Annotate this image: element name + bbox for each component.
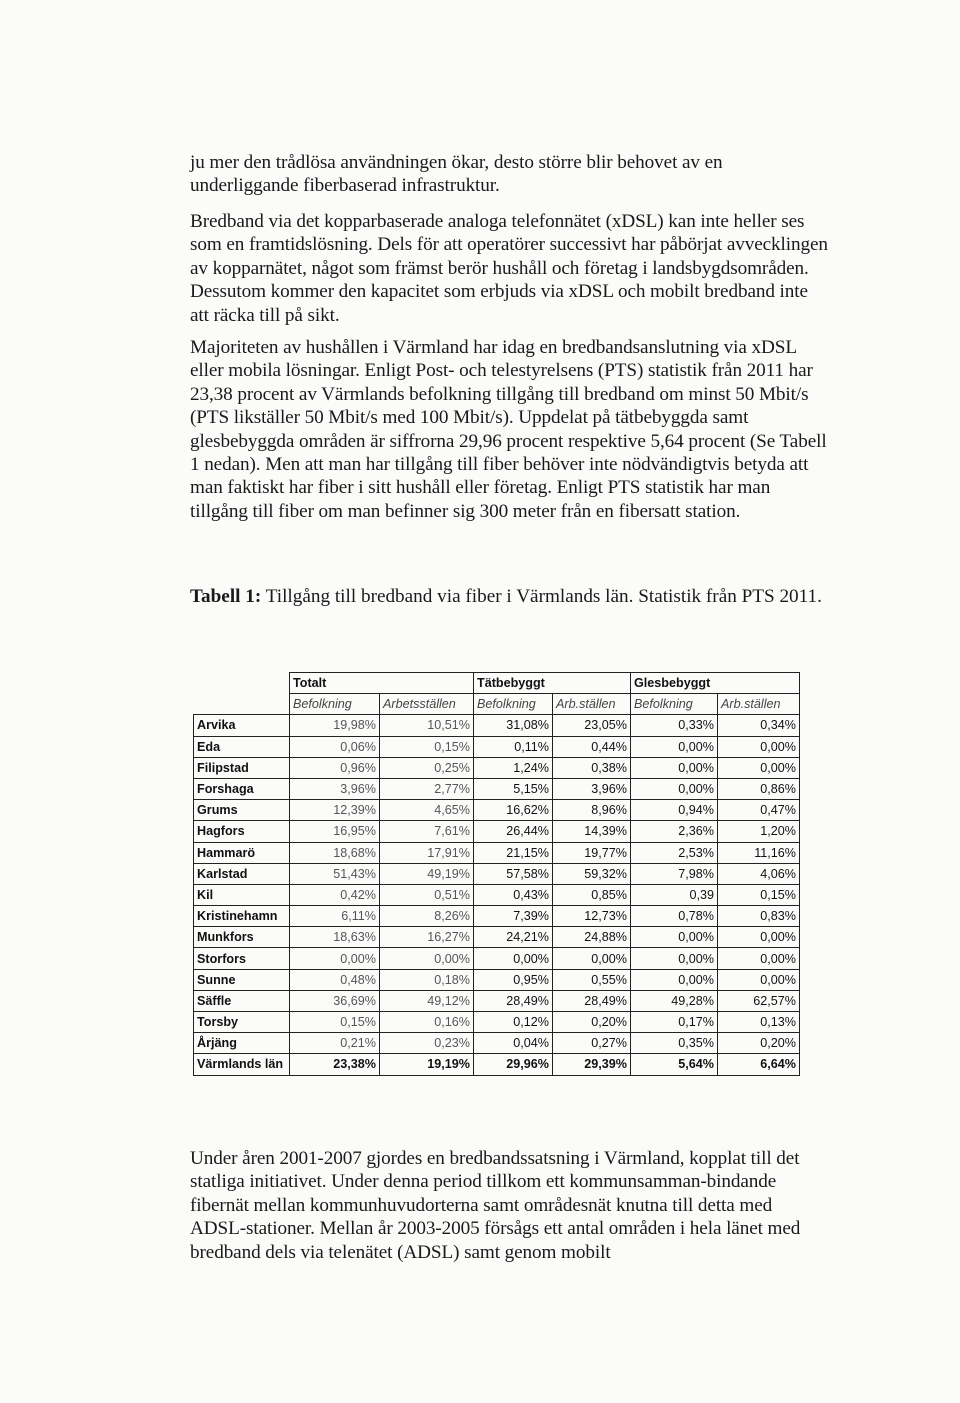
- value-cell: 31,08%: [474, 715, 553, 736]
- subheader-cell: Befolkning: [290, 694, 380, 715]
- table-row: [194, 757, 800, 778]
- municipality-cell: Hagfors: [194, 821, 290, 842]
- value-cell: 0,00%: [718, 969, 800, 990]
- value-cell: 6,11%: [290, 906, 380, 927]
- municipality-cell: Värmlands län: [194, 1054, 290, 1075]
- value-cell: 0,39: [631, 884, 718, 905]
- subheader-cell: Arb.ställen: [553, 694, 631, 715]
- municipality-cell: Filipstad: [194, 757, 290, 778]
- paragraph-fiber-need: ju mer den trådlösa användningen ökar, desto större blir behovet av en underliggande fiberbaserad infrastruktur.: [190, 152, 723, 197]
- value-cell: 0,00%: [631, 969, 718, 990]
- value-cell: 0,20%: [718, 1033, 800, 1054]
- value-cell: 0,00%: [718, 948, 800, 969]
- value-cell: 0,34%: [718, 715, 800, 736]
- value-cell: 2,53%: [631, 842, 718, 863]
- value-cell: 0,55%: [553, 969, 631, 990]
- value-cell: 0,00%: [474, 948, 553, 969]
- value-cell: 7,61%: [380, 821, 474, 842]
- value-cell: 0,47%: [718, 800, 800, 821]
- value-cell: 0,15%: [290, 1012, 380, 1033]
- value-cell: 0,00%: [718, 736, 800, 757]
- table-row: [194, 715, 800, 736]
- value-cell: 16,95%: [290, 821, 380, 842]
- value-cell: 29,39%: [553, 1054, 631, 1075]
- value-cell: 18,68%: [290, 842, 380, 863]
- table-caption: [190, 585, 890, 609]
- value-cell: 0,00%: [631, 948, 718, 969]
- municipality-cell: Säffle: [194, 990, 290, 1011]
- municipality-cell: Sunne: [194, 969, 290, 990]
- municipality-cell: Storfors: [194, 948, 290, 969]
- value-cell: 1,20%: [718, 821, 800, 842]
- municipality-cell: Grums: [194, 800, 290, 821]
- value-cell: 0,20%: [553, 1012, 631, 1033]
- value-cell: 0,11%: [474, 736, 553, 757]
- table-row: [194, 842, 800, 863]
- value-cell: 0,95%: [474, 969, 553, 990]
- subheader-cell: Arbetsställen: [380, 694, 474, 715]
- value-cell: 16,62%: [474, 800, 553, 821]
- value-cell: 0,44%: [553, 736, 631, 757]
- value-cell: 51,43%: [290, 863, 380, 884]
- value-cell: 0,78%: [631, 906, 718, 927]
- value-cell: 23,38%: [290, 1054, 380, 1075]
- value-cell: 10,51%: [380, 715, 474, 736]
- value-cell: 4,65%: [380, 800, 474, 821]
- table-row: [194, 1054, 800, 1075]
- value-cell: 1,24%: [474, 757, 553, 778]
- value-cell: 0,43%: [474, 884, 553, 905]
- value-cell: 6,64%: [718, 1054, 800, 1075]
- value-cell: 0,85%: [553, 884, 631, 905]
- group-header-glesbebyggt: Glesbebyggt: [631, 673, 800, 694]
- value-cell: 0,06%: [290, 736, 380, 757]
- value-cell: 49,28%: [631, 990, 718, 1011]
- value-cell: 17,91%: [380, 842, 474, 863]
- value-cell: 0,00%: [380, 948, 474, 969]
- table-row: [194, 821, 800, 842]
- value-cell: 49,19%: [380, 863, 474, 884]
- group-header-totalt: Totalt: [290, 673, 474, 694]
- value-cell: 0,00%: [631, 927, 718, 948]
- value-cell: 16,27%: [380, 927, 474, 948]
- municipality-cell: Karlstad: [194, 863, 290, 884]
- value-cell: 23,05%: [553, 715, 631, 736]
- table-row: [194, 800, 800, 821]
- value-cell: 59,32%: [553, 863, 631, 884]
- value-cell: 0,42%: [290, 884, 380, 905]
- value-cell: 8,96%: [553, 800, 631, 821]
- municipality-cell: Årjäng: [194, 1033, 290, 1054]
- value-cell: 0,48%: [290, 969, 380, 990]
- value-cell: 7,98%: [631, 863, 718, 884]
- value-cell: 0,15%: [718, 884, 800, 905]
- table-caption-text: Tillgång till bredband via fiber i Värmlands län. Statistik från PTS 2011.: [261, 586, 822, 607]
- paragraph-majority: Majoriteten av hushållen i Värmland har idag en bredbandsanslutning via xDSL eller mobila lösningar. Enligt Post- och telestyrelsens (PTS) statistik från 2011 har 23,38 procent av Värmlands befolkning tillgång till bredband om minst 50 Mbit/s (PTS likställer 50 Mbit/s med 100 Mbit/s). Uppdelat på tätbebyggda samt glesbebyggda områden är siffrorna 29,96 procent respektive 5,64 procent (Se Tabell 1 nedan). Men att man har tillgång till fiber behöver inte nödvändigtvis betyda att man faktiskt har fiber i sitt hushåll eller företag. Enligt PTS statistik har man tillgång till fiber om man befinner sig 300 meter från en fibersatt station.: [190, 337, 827, 522]
- municipality-cell: Kil: [194, 884, 290, 905]
- value-cell: 49,12%: [380, 990, 474, 1011]
- value-cell: 36,69%: [290, 990, 380, 1011]
- table-group-header-row: [194, 673, 800, 694]
- table-caption-label: Tabell 1:: [190, 586, 262, 607]
- value-cell: 0,96%: [290, 757, 380, 778]
- value-cell: 2,77%: [380, 778, 474, 799]
- value-cell: 24,88%: [553, 927, 631, 948]
- value-cell: 18,63%: [290, 927, 380, 948]
- paragraph-broadband-history: Under åren 2001-2007 gjordes en bredbandssatsning i Värmland, kopplat till det statliga initiativet. Under denna period tillkom ett kommunsamman-bindande fibernät mellan kommunhuvudorterna samt områdesnät knutna till detta med ADSL-stationer. Mellan år 2003-2005 försågs ett antal områden i hela länet med bredband dels via telenätet (ADSL) samt genom mobilt: [190, 1148, 801, 1263]
- value-cell: 0,16%: [380, 1012, 474, 1033]
- value-cell: 11,16%: [718, 842, 800, 863]
- value-cell: 0,27%: [553, 1033, 631, 1054]
- value-cell: 57,58%: [474, 863, 553, 884]
- value-cell: 0,04%: [474, 1033, 553, 1054]
- value-cell: 3,96%: [290, 778, 380, 799]
- value-cell: 28,49%: [474, 990, 553, 1011]
- value-cell: 0,51%: [380, 884, 474, 905]
- value-cell: 0,12%: [474, 1012, 553, 1033]
- table-row: [194, 1012, 800, 1033]
- value-cell: 29,96%: [474, 1054, 553, 1075]
- subheader-cell: Arb.ställen: [718, 694, 800, 715]
- value-cell: 26,44%: [474, 821, 553, 842]
- table-row: [194, 906, 800, 927]
- value-cell: 0,25%: [380, 757, 474, 778]
- table-row: [194, 884, 800, 905]
- value-cell: 28,49%: [553, 990, 631, 1011]
- value-cell: 3,96%: [553, 778, 631, 799]
- table-subheader-row: [194, 694, 800, 715]
- value-cell: 0,17%: [631, 1012, 718, 1033]
- subheader-cell: Befolkning: [474, 694, 553, 715]
- value-cell: 19,77%: [553, 842, 631, 863]
- table-row: [194, 927, 800, 948]
- value-cell: 2,36%: [631, 821, 718, 842]
- table-row: [194, 778, 800, 799]
- municipality-cell: Kristinehamn: [194, 906, 290, 927]
- table-row: [194, 863, 800, 884]
- value-cell: 62,57%: [718, 990, 800, 1011]
- value-cell: 0,86%: [718, 778, 800, 799]
- municipality-cell: Munkfors: [194, 927, 290, 948]
- value-cell: 24,21%: [474, 927, 553, 948]
- table-row: [194, 948, 800, 969]
- municipality-cell: Eda: [194, 736, 290, 757]
- value-cell: 0,33%: [631, 715, 718, 736]
- municipality-cell: Forshaga: [194, 778, 290, 799]
- municipality-cell: Arvika: [194, 715, 290, 736]
- value-cell: 21,15%: [474, 842, 553, 863]
- value-cell: 5,64%: [631, 1054, 718, 1075]
- value-cell: 0,38%: [553, 757, 631, 778]
- value-cell: 0,00%: [631, 778, 718, 799]
- value-cell: 0,21%: [290, 1033, 380, 1054]
- fiber-access-table: [193, 672, 800, 1076]
- value-cell: 4,06%: [718, 863, 800, 884]
- value-cell: 0,83%: [718, 906, 800, 927]
- value-cell: 0,00%: [631, 757, 718, 778]
- value-cell: 14,39%: [553, 821, 631, 842]
- value-cell: 7,39%: [474, 906, 553, 927]
- value-cell: 0,00%: [553, 948, 631, 969]
- subheader-cell: Befolkning: [631, 694, 718, 715]
- value-cell: 8,26%: [380, 906, 474, 927]
- value-cell: 0,35%: [631, 1033, 718, 1054]
- value-cell: 5,15%: [474, 778, 553, 799]
- municipality-cell: Hammarö: [194, 842, 290, 863]
- table-row: [194, 969, 800, 990]
- table-row: [194, 736, 800, 757]
- value-cell: 0,00%: [290, 948, 380, 969]
- value-cell: 19,98%: [290, 715, 380, 736]
- group-header-tatbebyggt: Tätbebyggt: [474, 673, 631, 694]
- value-cell: 19,19%: [380, 1054, 474, 1075]
- value-cell: 0,00%: [718, 927, 800, 948]
- value-cell: 0,23%: [380, 1033, 474, 1054]
- value-cell: 0,15%: [380, 736, 474, 757]
- value-cell: 0,00%: [631, 736, 718, 757]
- value-cell: 0,00%: [718, 757, 800, 778]
- paragraph-xdsl: Bredband via det kopparbaserade analoga telefonnätet (xDSL) kan inte heller ses som en framtidslösning. Dels för att operatörer successivt har påbörjat avvecklingen av kopparnätet, något som främst berör hushåll och företag i landsbygdsområden. Dessutom kommer den kapacitet som erbjuds via xDSL och mobilt bredband inte att räcka till på sikt.: [190, 211, 828, 326]
- table-row: [194, 1033, 800, 1054]
- municipality-cell: Torsby: [194, 1012, 290, 1033]
- value-cell: 0,18%: [380, 969, 474, 990]
- table-row: [194, 990, 800, 1011]
- value-cell: 0,13%: [718, 1012, 800, 1033]
- value-cell: 0,94%: [631, 800, 718, 821]
- value-cell: 12,73%: [553, 906, 631, 927]
- value-cell: 12,39%: [290, 800, 380, 821]
